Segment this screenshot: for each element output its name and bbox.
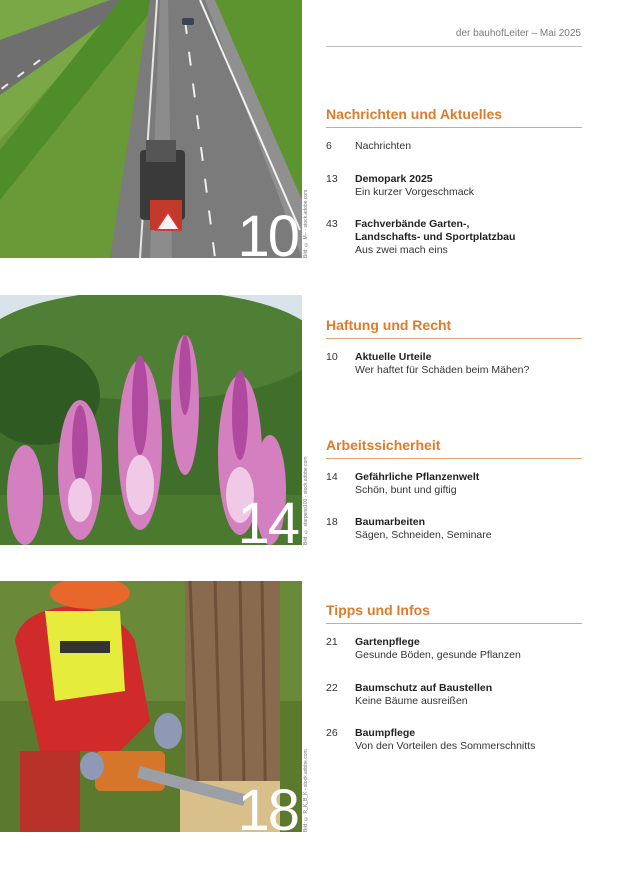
toc-page-number: 6: [326, 140, 332, 152]
toc-page-number: 18: [326, 516, 338, 528]
section-divider: [326, 127, 582, 128]
photo-highway: [0, 0, 302, 258]
header-divider: [326, 46, 582, 47]
toc-page-number: 13: [326, 173, 338, 185]
section-title: Tipps und Infos: [326, 602, 430, 618]
toc-page-number: 26: [326, 727, 338, 739]
issue-header: der bauhofLeiter – Mai 2025: [455, 28, 581, 39]
photo-page-number: 14: [237, 491, 298, 545]
toc-page-number: 14: [326, 471, 338, 483]
toc-page-number: 10: [326, 351, 338, 363]
photo-chainsaw-worker: [0, 581, 302, 832]
section-title: Nachrichten und Aktuelles: [326, 106, 503, 122]
toc-page-number: 43: [326, 218, 338, 230]
section-divider: [326, 623, 582, 624]
toc-entry-title: Demopark 2025: [355, 173, 433, 185]
toc-entry-title-line2: Landschafts- und Sportplatzbau: [355, 231, 516, 243]
photo-credit: Bild: © M-- - stock.adobe.com: [303, 189, 309, 258]
toc-entry-subtitle: Sägen, Schneiden, Seminare: [355, 529, 492, 541]
toc-entry-subtitle: Ein kurzer Vorgeschmack: [355, 186, 475, 198]
toc-entry-subtitle: Schön, bunt und giftig: [355, 484, 457, 496]
toc-entry-title: Aktuelle Urteile: [355, 351, 432, 363]
toc-entry-subtitle: Aus zwei mach eins: [355, 244, 448, 256]
toc-entry-subtitle: Von den Vorteilen des Sommerschnitts: [355, 740, 536, 752]
toc-entry-title: Baumarbeiten: [355, 516, 426, 528]
photo-page-number: 10: [237, 204, 298, 258]
photo-foxgloves: [0, 295, 302, 545]
toc-entry-title: Gefährliche Pflanzenwelt: [355, 471, 480, 483]
toc-page-number: 21: [326, 636, 338, 648]
section-title: Haftung und Recht: [326, 317, 452, 333]
section-divider: [326, 338, 582, 339]
toc-page-number: 22: [326, 682, 338, 694]
photo-page-number: 18: [237, 778, 298, 832]
toc-entry-title: Baumschutz auf Baustellen: [355, 682, 493, 694]
section-divider: [326, 458, 582, 459]
photo-credit: Bild: © starpeno100 - stock.adobe.com: [303, 456, 309, 545]
toc-entry-title: Gartenpflege: [355, 636, 420, 648]
toc-entry-title: Fachverbände Garten-,: [355, 218, 470, 230]
toc-entry-title: Nachrichten: [355, 140, 412, 152]
toc-entry-subtitle: Wer haftet für Schäden beim Mähen?: [355, 364, 530, 376]
toc-entry-title: Baumpflege: [355, 727, 416, 739]
section-title: Arbeitssicherheit: [326, 437, 441, 453]
toc-entry-subtitle: Keine Bäume ausreißen: [355, 695, 468, 707]
toc-entry-subtitle: Gesunde Böden, gesunde Pflanzen: [355, 649, 521, 661]
photo-credit: Bild: © R_K_B_K - stock.adobe.com: [303, 749, 309, 832]
